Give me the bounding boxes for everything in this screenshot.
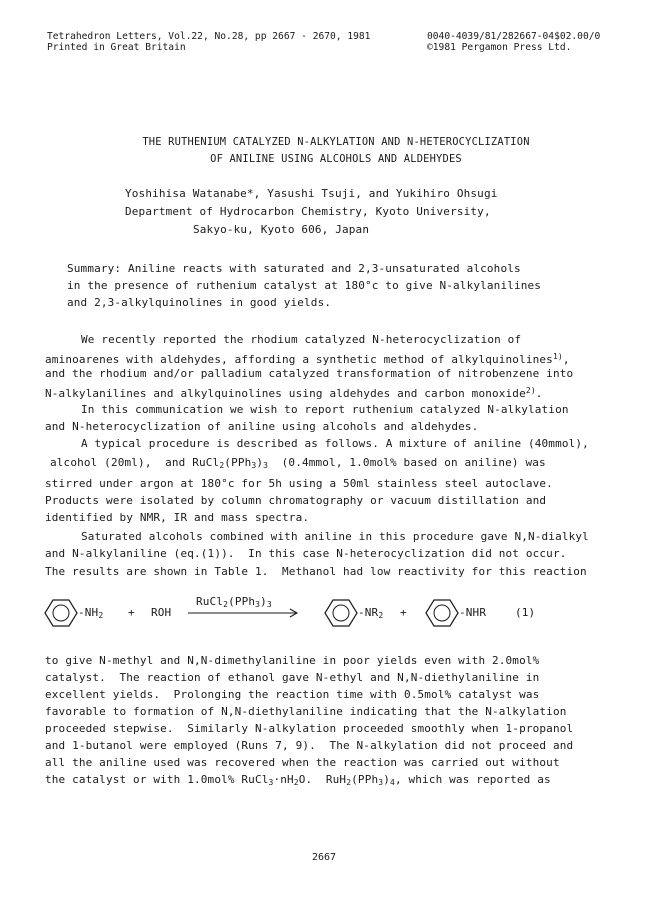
title-line-2: OF ANILINE USING ALCOHOLS AND ALDEHYDES bbox=[210, 153, 462, 165]
p5-line-1: to give N-methyl and N,N-dimethylaniline in poor yields even with 2.0mol% bbox=[45, 654, 540, 667]
p3-line-2: alcohol (20ml), and $RuCl_2(PPh_3)_3$ (0.4mmol, 1.0mol% based on aniline) was bbox=[50, 456, 546, 470]
p5-line-6: and 1-butanol were employed (Runs 7, 9). The N-alkylation did not proceed and bbox=[45, 739, 574, 752]
p3-line-4: Products were isolated by column chromatography or vacuum distillation and bbox=[45, 494, 547, 507]
reaction-arrow-icon bbox=[188, 608, 300, 618]
summary-line-2: in the presence of ruthenium catalyst at 180°c to give N-alkylanilines bbox=[67, 279, 542, 292]
p4-line-1: Saturated alcohols combined with aniline in this procedure gave N,N-dialkyl bbox=[81, 530, 589, 543]
product-dialkylaniline: $-NR_2$ bbox=[358, 606, 384, 620]
reference-1: 1) bbox=[552, 352, 563, 361]
journal-citation: Tetrahedron Letters, Vol.22, No.28, pp 2667 - 2670, 1981 bbox=[47, 31, 371, 42]
author-names: Yoshihisa Watanabe*, Yasushi Tsuji, and Yukihiro Ohsugi bbox=[125, 187, 498, 200]
p5-line-5: proceeded stepwise. Similarly N-alkylation proceeded smoothly when 1-propanol bbox=[45, 722, 574, 735]
author-department: Department of Hydrocarbon Chemistry, Kyoto University, bbox=[125, 205, 491, 218]
p5-line-2: catalyst. The reaction of ethanol gave N-ethyl and N,N-diethylaniline in bbox=[45, 671, 540, 684]
benzene-ring-icon bbox=[44, 598, 78, 628]
p1-line-1: We recently reported the rhodium catalyzed N-heterocyclization of bbox=[81, 333, 522, 346]
p5-line-8: the catalyst or with 1.0mol% $RuCl_3\cdot nH_2O$. $RuH_2(PPh_3)_4$, which was reported as bbox=[45, 773, 551, 787]
reactant-alcohol: ROH bbox=[151, 606, 172, 619]
p2-line-1: In this communication we wish to report ruthenium catalyzed N-alkylation bbox=[81, 403, 569, 416]
benzene-ring-icon bbox=[324, 598, 358, 628]
p5-line-3: excellent yields. Prolonging the reaction time with 0.5mol% catalyst was bbox=[45, 688, 540, 701]
p3-line-5: identified by NMR, IR and mass spectra. bbox=[45, 511, 310, 524]
article-code: 0040-4039/81/282667-04$02.00/0 bbox=[427, 31, 601, 42]
p1-line-2: aminoarenes with aldehydes, affording a synthetic method of alkylquinolines$^{1)}$, bbox=[45, 352, 570, 366]
p5-line-7: all the aniline used was recovered when the reaction was carried out without bbox=[45, 756, 560, 769]
p2-line-2: and N-heterocyclization of aniline using alcohols and aldehydes. bbox=[45, 420, 479, 433]
author-address: Sakyo-ku, Kyoto 606, Japan bbox=[193, 223, 370, 236]
reactant-aniline: $-NH_2$ bbox=[78, 606, 104, 620]
reference-2: 2) bbox=[525, 386, 536, 395]
title-line-1: THE RUTHENIUM CATALYZED N-ALKYLATION AND N-HETEROCYCLIZATION bbox=[142, 136, 530, 148]
benzene-ring-icon bbox=[425, 598, 459, 628]
printed-in-line: Printed in Great Britain bbox=[47, 42, 186, 53]
p1-line-4: N-alkylanilines and alkylquinolines using aldehydes and carbon monoxide$^{2)}$. bbox=[45, 386, 543, 400]
copyright-line: ©1981 Pergamon Press Ltd. bbox=[427, 42, 572, 53]
plus-sign: + bbox=[400, 606, 407, 619]
p5-line-4: favorable to formation of N,N-diethylaniline indicating that the N-alkylation bbox=[45, 705, 567, 718]
summary-line-3: and 2,3-alkylquinolines in good yields. bbox=[67, 296, 332, 309]
p3-line-1: A typical procedure is described as follows. A mixture of aniline (40mmol), bbox=[81, 437, 589, 450]
p1-line-3: and the rhodium and/or palladium catalyzed transformation of nitrobenzene into bbox=[45, 367, 574, 380]
plus-sign: + bbox=[128, 606, 135, 619]
p4-line-3: The results are shown in Table 1. Methanol had low reactivity for this reaction bbox=[45, 565, 587, 578]
summary-line-1: Summary: Aniline reacts with saturated and 2,3-unsaturated alcohols bbox=[67, 262, 521, 275]
equation-number: (1) bbox=[515, 606, 536, 619]
catalyst-label: $RuCl_2(PPh_3)_3$ bbox=[196, 595, 272, 609]
product-monoalkylaniline: -NHR bbox=[459, 606, 487, 619]
page-number: 2667 bbox=[312, 852, 337, 863]
p4-line-2: and N-alkylaniline (eq.(1)). In this case N-heterocyclization did not occur. bbox=[45, 547, 567, 560]
p3-line-3: stirred under argon at 180°c for 5h using a 50ml stainless steel autoclave. bbox=[45, 477, 553, 490]
